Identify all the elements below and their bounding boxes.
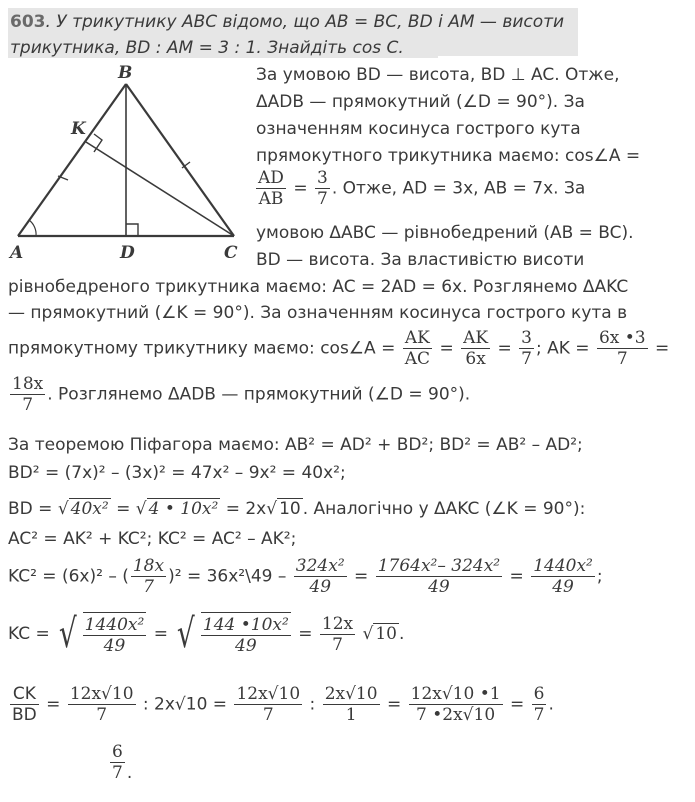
label-K: K: [71, 119, 86, 139]
problem-line-2: трикутника, BD : AM = 3 : 1. Знайдіть cos C.: [10, 38, 404, 58]
sol-r3: означенням косинуса гострого кута: [256, 119, 581, 139]
sol-r18: $\frac{CK}{BD}$ = $\frac{12x√10}{7}$ : 2x√10 = $\frac{12x√10}{7}$ : $\frac{2x√10}{1}$ = $\frac{12x√10 •1}{7 •2x√10}$ = $\frac{6}{7}$ .: [12, 684, 554, 725]
sol-r6: умовою ΔABC — рівнобедрений (AB = BC).: [256, 223, 634, 243]
problem-number: 603: [10, 12, 46, 32]
sol-r10: прямокутному трикутнику маємо: cos∠A = $\frac{AK}{AC}$ = $\frac{AK}{6x}$ = $\frac{3}{7}$ ; AK = $\frac{6x •3}{7}$ =: [8, 328, 670, 369]
sol-r4: прямокутного трикутника маємо: cos∠A =: [256, 146, 641, 166]
sol-r9: — прямокутний (∠K = 90°). За означенням косинуса гострого кута в: [8, 303, 628, 323]
label-C: C: [224, 243, 238, 262]
sol-r19: $\frac{6}{7}$ .: [112, 742, 133, 783]
sol-r17: KC = √ $\frac{\text{1440x²}}{49}$ = √ $\frac{\text{144 •10x²}}{49}$ = $\frac{12x}{7}$ √ 10 .: [8, 611, 405, 657]
problem-line-1: 603. У трикутнику АВС відомо, що АВ = ВС, BD і АМ — висоти: [10, 12, 565, 32]
sol-r15: AC² = AK² + KC²; KC² = AC² – AK²;: [8, 529, 297, 549]
sol-r8: рівнобедреного трикутника маємо: AC = 2AD = 6x. Розглянемо ΔAKC: [8, 277, 629, 297]
sol-r11: $\frac{18x}{7}$ . Розглянемо ΔADB — прямокутний (∠D = 90°).: [12, 374, 471, 415]
sol-r12: За теоремою Піфагора маємо: AB² = AD² + BD²; BD² = AB² – AD²;: [8, 435, 583, 455]
label-B: B: [118, 63, 133, 83]
sol-r7: BD — висота. За властивістю висоти: [256, 250, 585, 270]
label-A: A: [10, 243, 24, 262]
sol-r14: BD = √ 40x² = √ 4 • 10x² = 2x√ 10 . Аналогічно у ΔAKC (∠K = 90°):: [8, 499, 586, 519]
sol-r16: KC² = (6x)² – ( $\frac{18x}{7}$ )² = 36x²\49 – $\frac{\text{324x²}}{49}$ = $\frac{\text{1764x²– 324x²}}{49}$ = $\frac{\text{1440x²}}{49}$ ;: [8, 556, 603, 597]
sol-r13: BD² = (7x)² – (3x)² = 47x² – 9x² = 40x²;: [8, 463, 346, 483]
sol-r1: За умовою BD — висота, BD ⊥ AC. Отже,: [256, 65, 620, 85]
sol-r5: $\frac{AD}{AB}$ = $\frac{3}{7}$ . Отже, AD = 3x, AB = 7x. За: [258, 168, 586, 209]
label-D: D: [120, 243, 135, 262]
triangle-figure: [8, 62, 253, 262]
sol-r2: ΔADB — прямокутний (∠D = 90°). За: [256, 92, 585, 112]
